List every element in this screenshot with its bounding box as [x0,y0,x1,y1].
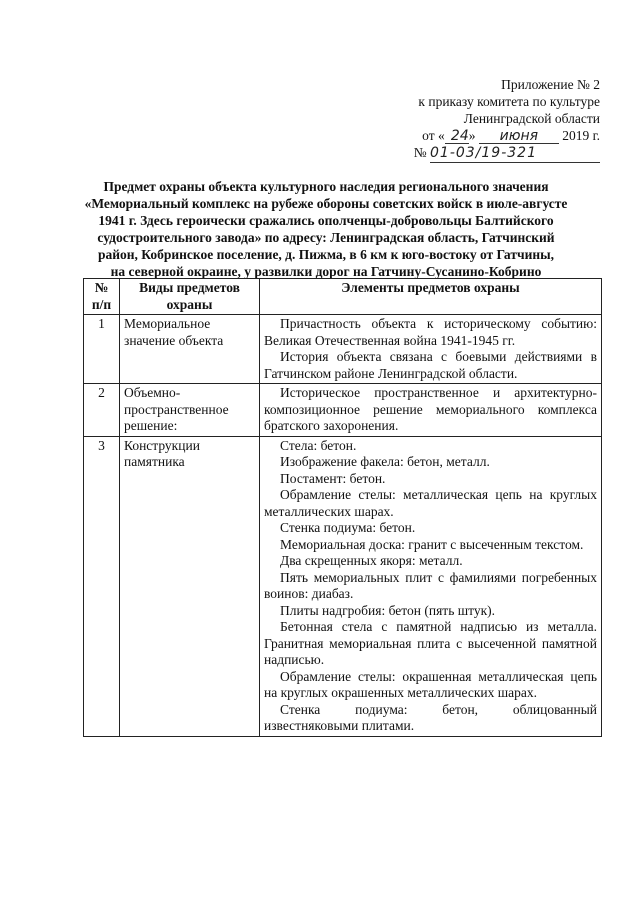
element-item: Плиты надгробия: бетон (пять штук). [280,602,496,618]
protection-table [83,278,602,737]
element-item: Причастность объекта к историческому событию: Великая Отечественная война 1941-1945 гг. [264,316,597,348]
document-title [50,178,602,280]
header-num [84,279,120,315]
element-item: Изображение факела: бетон, металл. [280,454,490,469]
appendix-block [340,76,600,163]
header-types-line1: Виды предметов [139,280,240,295]
header-elements: Элементы предметов охраны [260,279,602,315]
element-item: Постамент: бетон. [280,470,386,486]
date-prefix: от « [422,128,445,143]
header-types-line2: охраны [166,296,213,312]
element-item: Обрамление стелы: металлическая цепь на круглых металлических шарах. [264,487,597,519]
header-num-line1: № [94,280,109,295]
number-prefix: № [413,145,430,160]
row-type: Конструкции памятника [120,436,260,736]
title-line: судостроительного завода» по адресу: Ленинградская область, Гатчинский [97,230,555,245]
element-item: Мемориальная доска: гранит с высеченным текстом. [280,536,584,552]
row-number: 2 [84,384,120,437]
element-item: Стела: бетон. [280,437,357,453]
table-header-row [84,279,602,315]
title-line: 1941 г. Здесь героически сражались ополченцы-добровольцы Балтийского [98,213,554,228]
element-item: Стенка подиума: бетон. [280,520,416,535]
title-line: район, Кобринское поселение, д. Пижма, в 6 км к юго-востоку от Гатчины, [97,247,555,262]
row-elements [260,384,602,437]
row-type: Объемно-пространственное решение: [120,384,260,437]
appendix-date [340,127,600,144]
appendix-title: Приложение № 2 [501,77,600,92]
appendix-number [340,144,600,163]
title-line: на северной окраине, у развилки дорог на Гатчину-Сусанино-Кобрино [110,264,542,279]
number-value: 01-03/19-321 [430,145,600,163]
element-item: Стенка подиума: бетон, облицованный известняковыми плитами. [264,701,597,733]
title-line: «Мемориальный комплекс на рубеже обороны советских войск в июле-августе [84,196,568,211]
table-row [84,384,602,437]
appendix-order-ref: к приказу комитета по культуре [418,94,600,109]
date-mid: » [468,128,479,143]
date-year: 2019 г. [558,128,600,143]
element-item: История объекта связана с боевыми действиями в Гатчинском районе Ленинградской области. [264,349,597,381]
header-types [120,279,260,315]
date-day: 24 [445,129,469,144]
row-elements [260,315,602,384]
title-line: Предмет охраны объекта культурного наследия регионального значения [103,179,549,194]
element-item: Пять мемориальных плит с фамилиями погребенных воинов: диабаз. [264,569,597,601]
table-row [84,315,602,384]
row-elements [260,436,602,736]
element-item: Два скрещенных якоря: металл. [280,553,463,568]
element-item: Историческое пространственное и архитектурно-композиционное решение мемориального комплекса братского захоронения. [264,385,597,433]
element-item: Бетонная стела с памятной надписью из металла. Гранитная мемориальная плита с высеченной памятной надписью. [264,619,597,667]
appendix-region: Ленинградской области [463,111,600,126]
row-number: 3 [84,436,120,736]
date-month: июня [479,129,559,144]
row-type: Мемориальное значение объекта [120,315,260,384]
element-item: Обрамление стелы: окрашенная металлическая цепь на круглых окрашенных металлических шарах. [264,668,597,700]
row-number: 1 [84,315,120,384]
table-row [84,436,602,736]
header-num-line2: п/п [91,296,112,312]
